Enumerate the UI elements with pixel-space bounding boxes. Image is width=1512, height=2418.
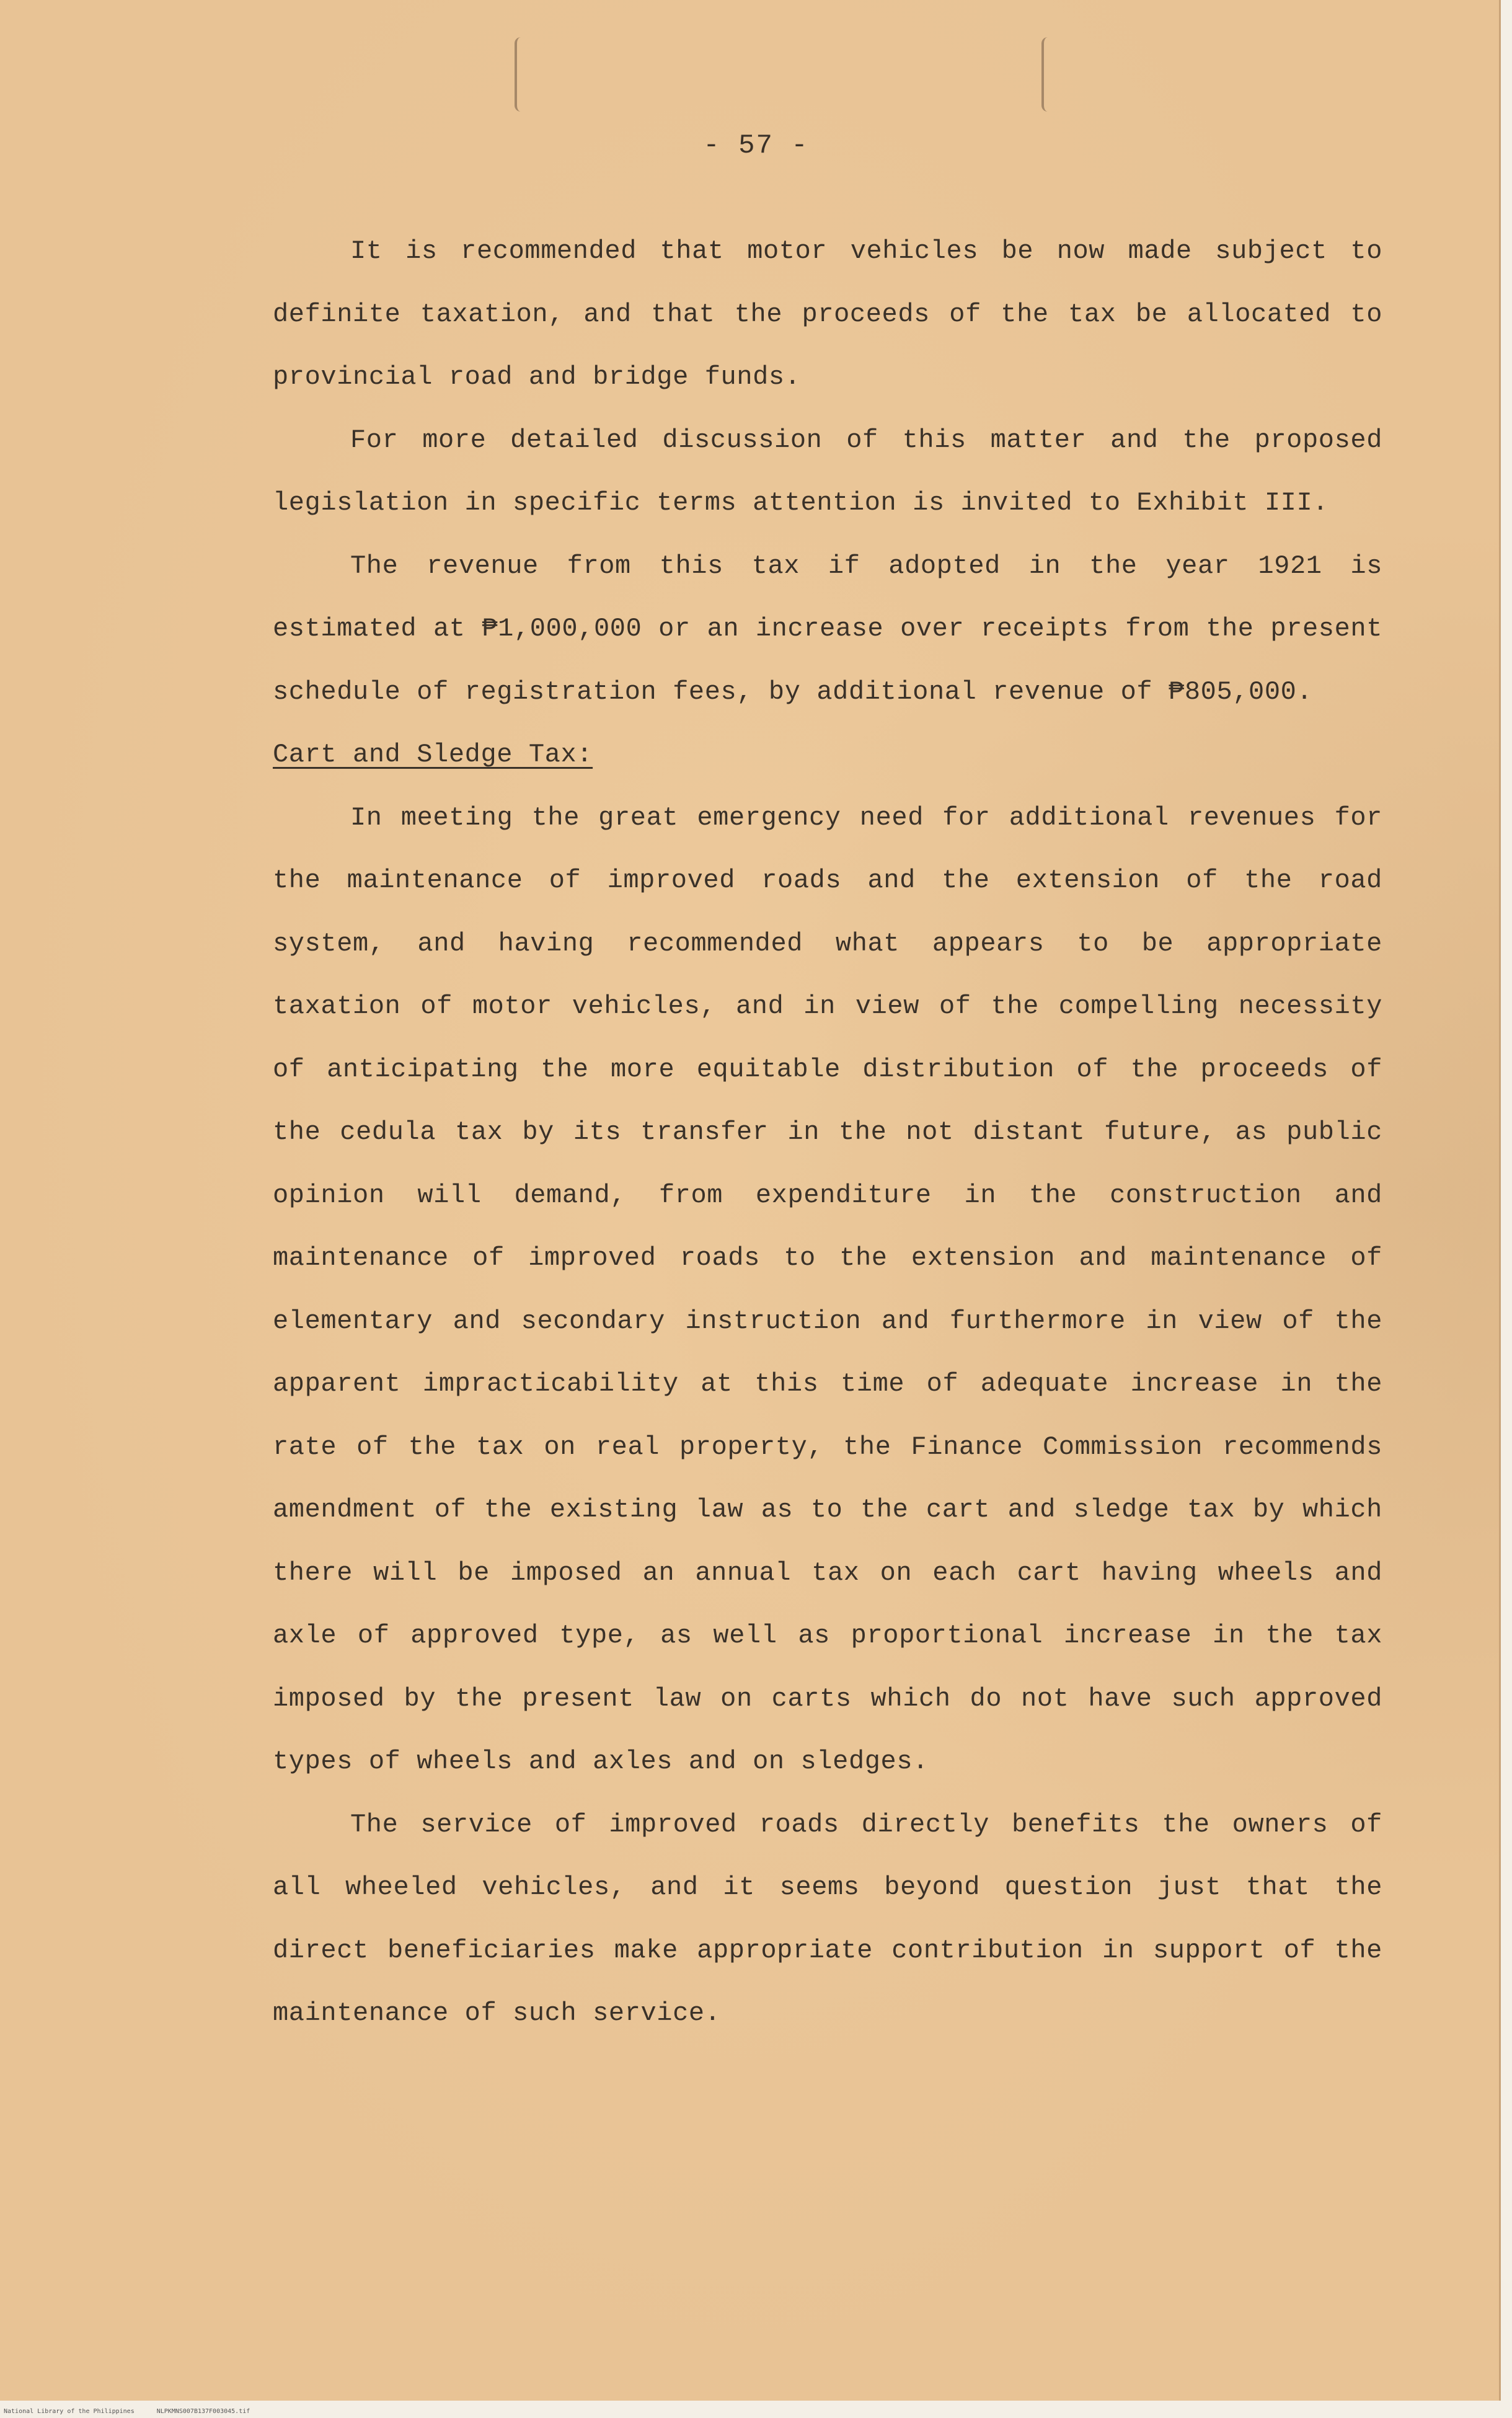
page-number: - 57 - — [703, 130, 809, 161]
document-body — [273, 220, 1382, 2045]
paragraph-motor-vehicle-taxation: It is recommended that motor vehicles be now made subject to definite taxation, and that the proceeds of the tax be allocated to provincial road and bridge funds. — [273, 236, 1382, 392]
paragraph-revenue-estimate: The revenue from this tax if adopted in the year 1921 is estimated at ₱1,000,000 or an increase over receipts from the present schedule of registration fees, by additional revenue of ₱805,000. — [273, 551, 1382, 707]
scan-footer — [4, 2408, 268, 2415]
footer-file-id: NLPKMNS007B137F003045.tif — [156, 2408, 250, 2415]
paragraph-exhibit-reference: For more detailed discussion of this matter and the proposed legislation in specific terms attention is invited to Exhibit III. — [273, 425, 1382, 518]
footer-library-name: National Library of the Philippines — [4, 2408, 135, 2415]
section-heading: Cart and Sledge Tax: — [273, 740, 593, 769]
paragraph-road-service-benefit: The service of improved roads directly benefits the owners of all wheeled vehicles, and it seems beyond question just that the direct beneficiaries make appropriate contribution in support of the maintenance of such service. — [273, 1809, 1382, 2028]
staple-mark-right — [1041, 37, 1058, 112]
paragraph-cart-sledge-tax: In meeting the great emergency need for additional revenues for the maintenance of improved roads and the extension of the road system, and having recommended what appears to be appropriate taxation of motor vehicles, and in view of the compelling necessity of anticipating the more equitable distribution of the proceeds of the cedula tax by its transfer in the not distant future, as public opinion will demand, from expenditure in the construction and maintenance of improved roads to the extension and maintenance of elementary and secondary instruction and furthermore in view of the apparent impracticability at this time of adequate increase in the rate of the tax on real property, the Finance Commission recommends amendment of the existing law as to the cart and sledge tax by which there will be imposed an annual tax on each cart having wheels and axle of approved type, as well as proportional increase in the tax imposed by the present law on carts which do not have such approved types of wheels and axles and on sledges. — [273, 802, 1382, 1776]
staple-mark-left — [515, 37, 531, 112]
